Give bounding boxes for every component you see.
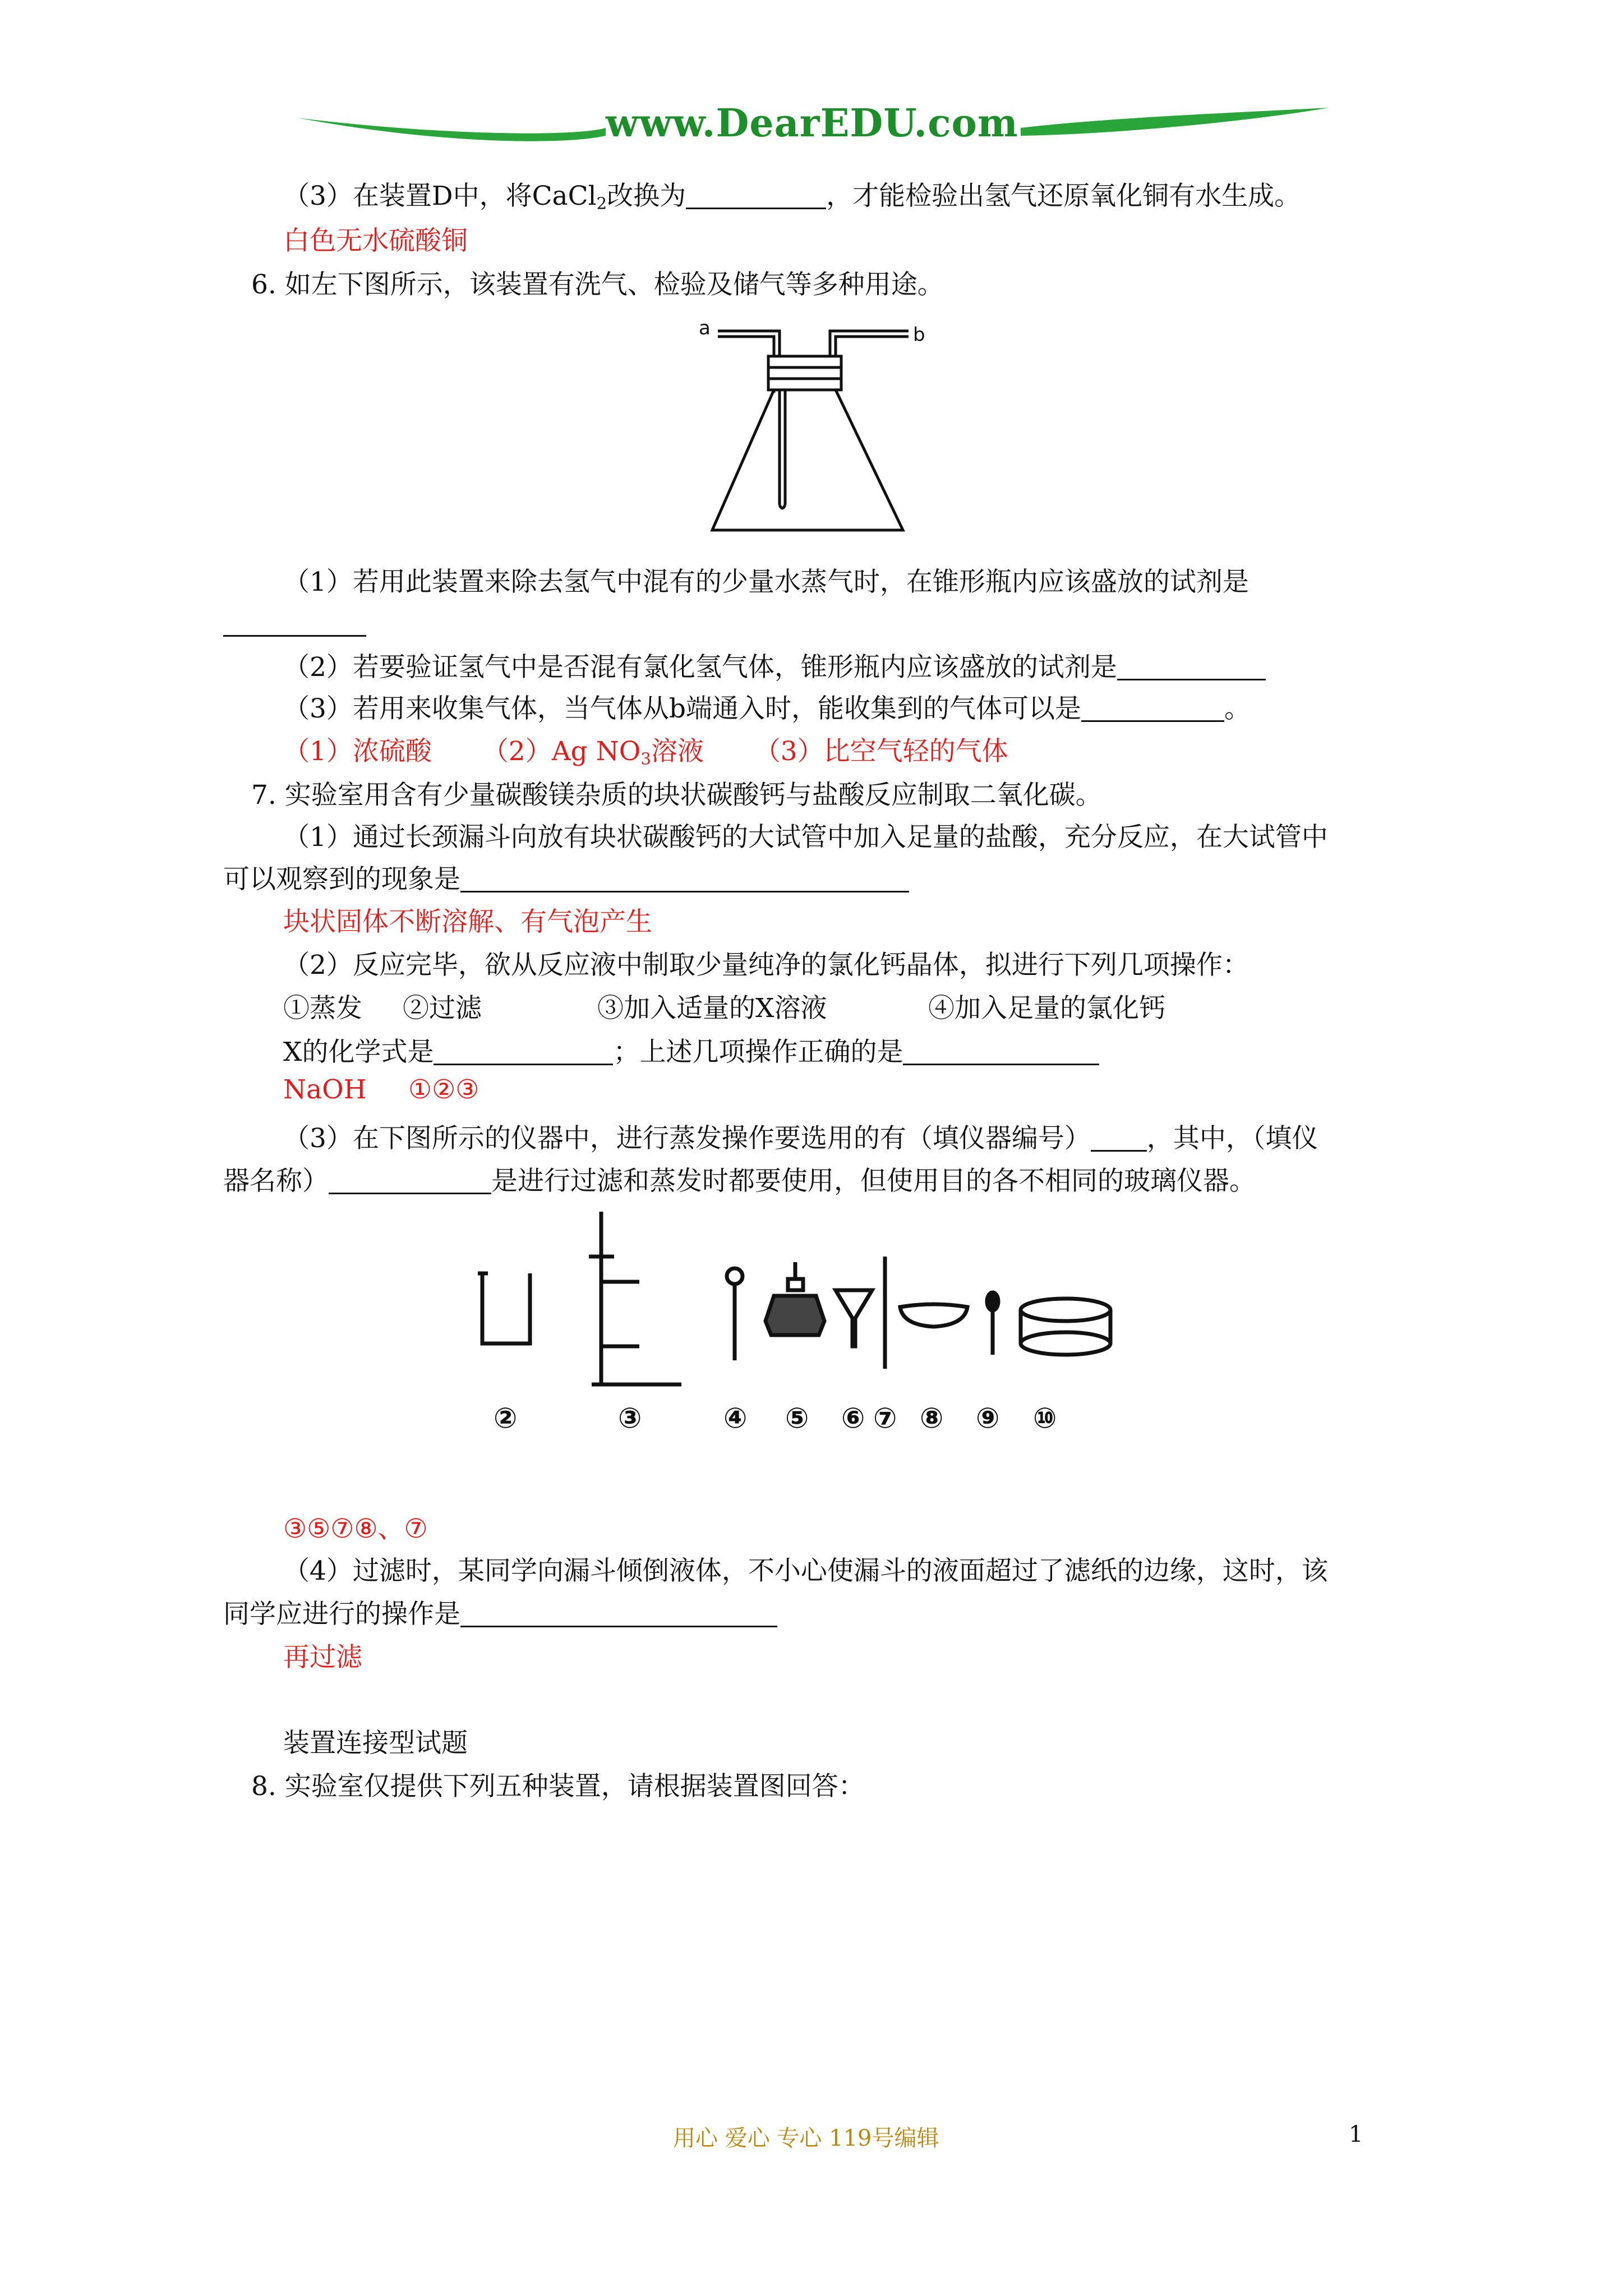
q6-part1-blank[interactable] — [223, 609, 366, 637]
q7-operations-blank[interactable] — [903, 1037, 1099, 1065]
q7-part1-line1: （1）通过长颈漏斗向放有块状碳酸钙的大试管中加入足量的盐酸，充分反应，在大试管中 — [283, 822, 1328, 853]
iron-stand-icon — [589, 1212, 681, 1384]
q7-stem: 7. 实验室用含有少量碳酸镁杂质的块状碳酸钙与盐酸反应制取二氧化碳。 — [251, 780, 1102, 811]
instrument-label: ② — [494, 1402, 518, 1434]
q7-op2: ②过滤 — [403, 993, 482, 1024]
q6-part2: （2）若要验证氢气中是否混有氯化氢气体，锥形瓶内应该盛放的试剂是 — [283, 646, 1266, 684]
q7-part4-line1: （4）过滤时，某同学向漏斗倾倒液体，不小心使漏斗的液面超过了滤纸的边缘，这时，该 — [283, 1556, 1328, 1586]
q7-part2-answer-b: ①②③ — [408, 1074, 479, 1105]
q7-part2-answer-a: NaOH — [283, 1074, 367, 1105]
q5-answer: 白色无水硫酸铜 — [283, 226, 468, 256]
diagram-label-b: b — [913, 324, 925, 346]
rubber-dropper-icon — [987, 1292, 998, 1355]
instrument-label: ⑥ — [841, 1402, 865, 1434]
q6-part2-blank[interactable] — [1117, 652, 1266, 680]
q7-part4-answer: 再过滤 — [283, 1642, 362, 1673]
q6-part3-blank[interactable] — [1081, 694, 1224, 722]
q7-op1: ①蒸发 — [283, 993, 362, 1024]
q7-part4-line2: 同学应进行的操作是 — [223, 1593, 777, 1631]
instrument-label: ⑤ — [785, 1402, 809, 1434]
diagram-label-a: a — [699, 317, 711, 339]
crystallizing-dish-icon — [1021, 1299, 1110, 1355]
q6-part3: （3）若用来收集气体，当气体从b端通入时，能收集到的气体可以是 。 — [283, 693, 1251, 724]
instrument-label: ⑨ — [976, 1402, 1000, 1434]
instrument-label: ⑩ — [1033, 1402, 1057, 1434]
beaker-icon — [478, 1273, 530, 1343]
q6-part1: （1）若用此装置来除去氢气中混有的少量水蒸气时，在锥形瓶内应该盛放的试剂是 — [283, 567, 1249, 597]
evaporating-dish-icon — [900, 1304, 967, 1327]
q7-instrument-number-blank[interactable] — [1091, 1124, 1147, 1152]
section-title: 装置连接型试题 — [283, 1728, 468, 1759]
wash-bottle-diagram — [695, 314, 931, 539]
q7-op3: ③加入适量的X溶液 — [597, 993, 827, 1024]
instrument-label: ⑦ — [873, 1402, 897, 1434]
q7-formula-blank[interactable] — [434, 1037, 613, 1065]
q6-stem: 6. 如左下图所示，该装置有洗气、检验及储气等多种用途。 — [251, 269, 944, 300]
q7-part1-blank[interactable] — [460, 864, 909, 892]
lab-instruments-figure — [471, 1206, 1195, 1453]
instrument-label: ⑧ — [920, 1402, 944, 1434]
page-number: 1 — [1349, 2122, 1363, 2147]
q7-part3-answer: ③⑤⑦⑧、⑦ — [283, 1513, 428, 1544]
q7-part1-answer: 块状固体不断溶解、有气泡产生 — [283, 907, 652, 937]
dropper-icon — [727, 1268, 743, 1360]
q7-part4-blank[interactable] — [460, 1599, 777, 1627]
header-logo — [292, 95, 1335, 157]
q8-stem: 8. 实验室仅提供下列五种装置，请根据装置图回答： — [251, 1771, 865, 1802]
funnel-icon — [836, 1290, 872, 1346]
q7-instrument-name-blank[interactable] — [329, 1166, 491, 1194]
footer-text: 用心 爱心 专心 119号编辑 — [673, 2125, 939, 2151]
logo-text: www.DearEDU.com — [606, 101, 1018, 146]
alcohol-lamp-icon — [766, 1262, 824, 1335]
q7-part3-line2: 器名称） 是进行过滤和蒸发时都要使用，但使用目的各不相同的玻璃仪器。 — [223, 1166, 1256, 1197]
q7-part2-line1: （2）反应完毕，欲从反应液中制取少量纯净的氯化钙晶体，拟进行下列几项操作： — [283, 950, 1249, 981]
q7-part1-line2: 可以观察到的现象是 — [223, 858, 909, 896]
instrument-label: ④ — [723, 1402, 748, 1434]
q5-part3: （3）在装置D中，将CaCl$_2$改换为 ，才能检验出氢气还原氧化铜有水生成。 — [283, 181, 1301, 213]
q7-op4: ④加入足量的氯化钙 — [928, 993, 1165, 1024]
instrument-label: ③ — [618, 1402, 642, 1434]
q7-part3-line1: （3）在下图所示的仪器中，进行蒸发操作要选用的有（填仪器编号） ，其中，（填仪 — [283, 1123, 1318, 1154]
q7-part2-question: X的化学式是 ；上述几项操作正确的是 — [283, 1031, 1099, 1069]
q5-answer-blank[interactable] — [686, 181, 826, 209]
q6-answers: （1）浓硫酸 （2）Ag $NO_3$溶液 （3）比空气轻的气体 — [283, 736, 1008, 769]
